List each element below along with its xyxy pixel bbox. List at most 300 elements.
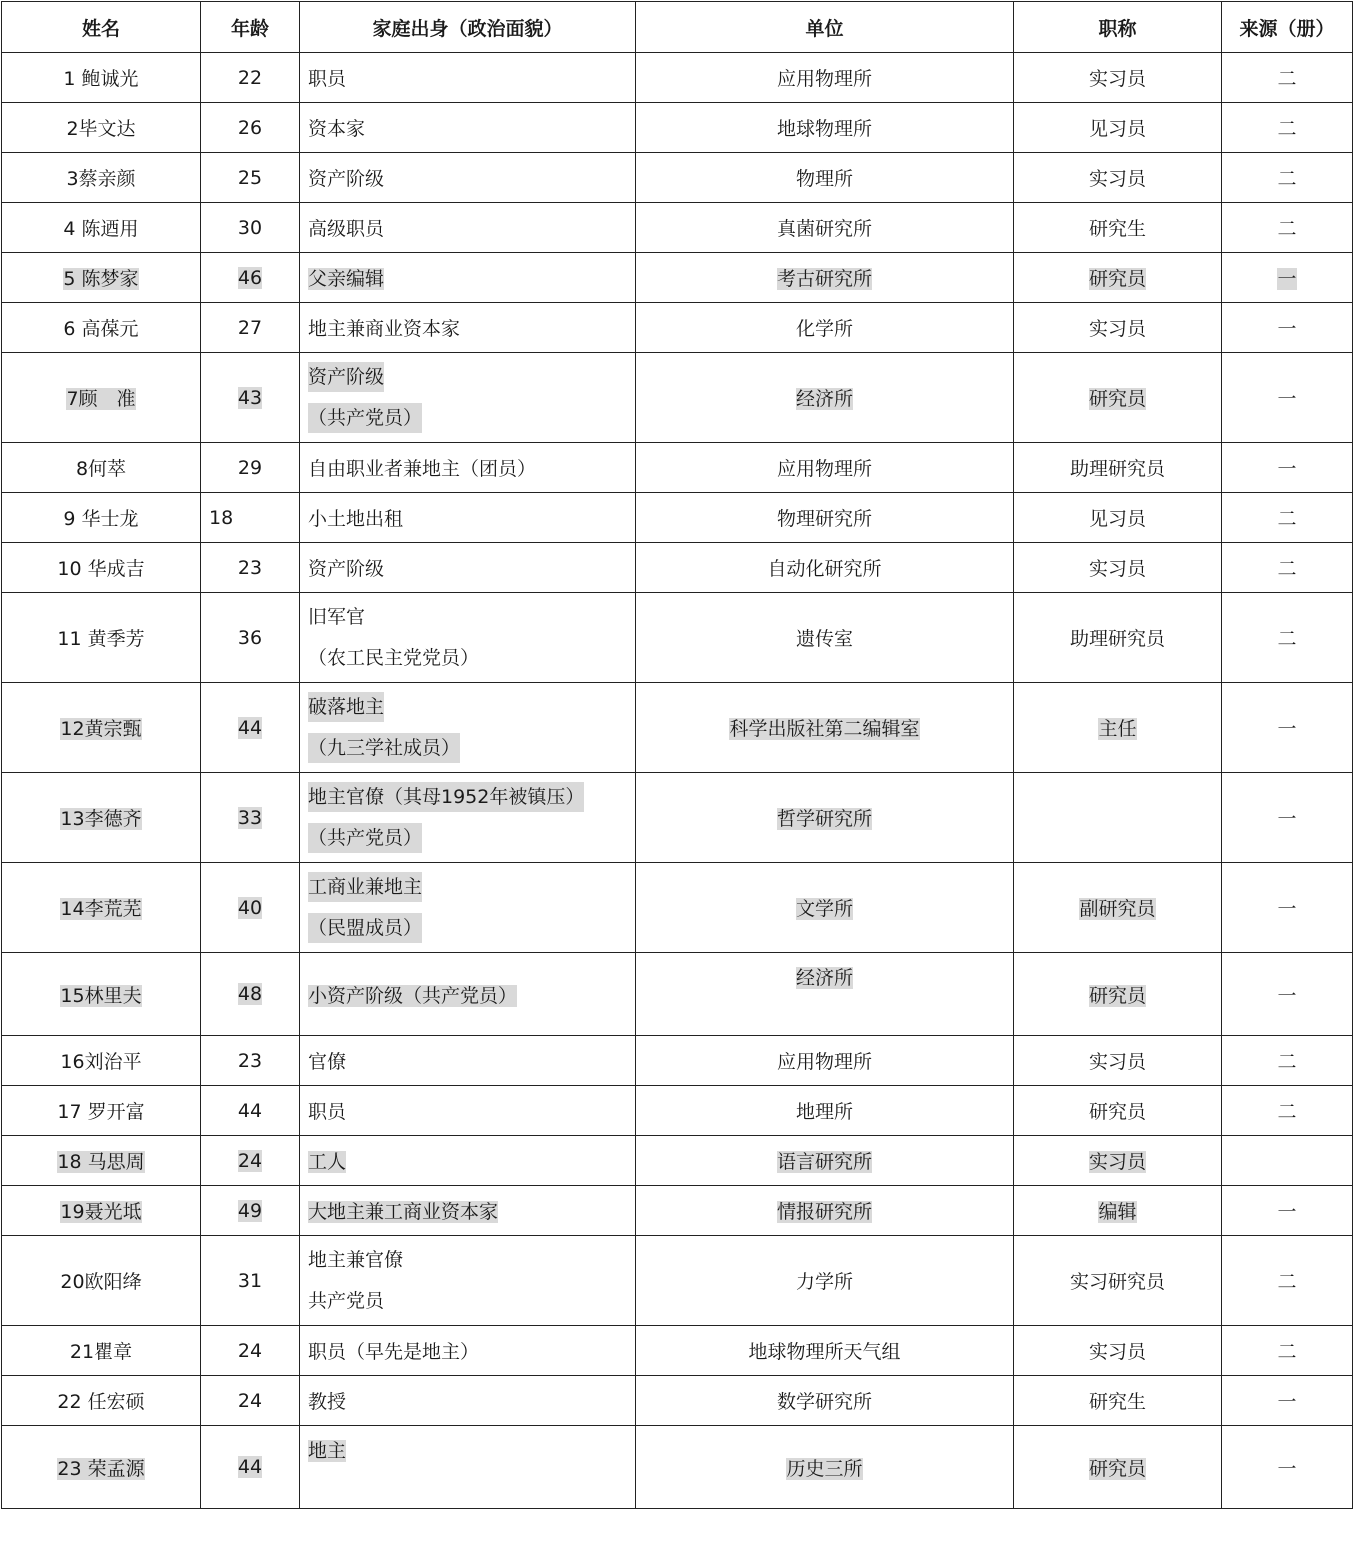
origin-line: 地主 [308, 1440, 347, 1462]
origin-line: （共产党员） [308, 823, 422, 853]
cell-origin [300, 53, 636, 103]
cell-origin [300, 1186, 636, 1236]
cell-age-text: 49 [237, 1199, 263, 1222]
cell-unit [636, 683, 1014, 773]
cell-unit-text: 经济所 [795, 388, 853, 410]
cell-age-text: 30 [237, 216, 263, 239]
cell-unit [636, 443, 1014, 493]
cell-source-text: 一 [1277, 1201, 1297, 1223]
cell-origin [300, 103, 636, 153]
cell-name-text: 10 华成吉 [57, 558, 145, 580]
cell-age [201, 953, 300, 1036]
cell-name [2, 773, 201, 863]
origin-line: 职员（早先是地主） [308, 1341, 480, 1363]
cell-source [1222, 1086, 1353, 1136]
cell-unit [636, 1136, 1014, 1186]
header-origin: 家庭出身（政治面貌） [300, 2, 636, 53]
cell-age [201, 353, 300, 443]
cell-unit-text: 真菌研究所 [776, 218, 872, 240]
cell-name-text: 21瞿章 [69, 1341, 133, 1363]
cell-age-text: 44 [237, 716, 263, 739]
cell-title-text: 主任 [1098, 718, 1137, 740]
cell-origin [300, 1036, 636, 1086]
cell-age-text: 25 [237, 166, 263, 189]
table-row [2, 1236, 1353, 1326]
cell-name-text: 12黄宗甄 [60, 718, 142, 740]
cell-unit [636, 153, 1014, 203]
cell-age [201, 1236, 300, 1326]
cell-age-text: 31 [237, 1269, 263, 1292]
cell-unit [636, 1376, 1014, 1426]
cell-unit [636, 543, 1014, 593]
cell-unit-text: 文学所 [795, 898, 853, 920]
cell-name [2, 683, 201, 773]
cell-unit-text: 物理所 [795, 168, 853, 190]
cell-age-text: 40 [237, 896, 263, 919]
cell-origin [300, 1426, 636, 1509]
cell-unit-text: 数学研究所 [776, 1391, 872, 1413]
cell-age [201, 863, 300, 953]
header-row [2, 2, 1353, 53]
header-name: 姓名 [2, 2, 201, 53]
cell-title [1014, 1086, 1222, 1136]
cell-name [2, 203, 201, 253]
cell-unit [636, 203, 1014, 253]
cell-title [1014, 773, 1222, 863]
cell-title [1014, 303, 1222, 353]
cell-title-text: 副研究员 [1079, 898, 1156, 920]
cell-title [1014, 1236, 1222, 1326]
cell-age [201, 493, 300, 543]
cell-title [1014, 683, 1222, 773]
origin-line: （民盟成员） [308, 913, 422, 943]
origin-line: 资产阶级 [308, 168, 385, 190]
origin-line: 工商业兼地主 [308, 872, 422, 902]
cell-unit [636, 863, 1014, 953]
header-unit: 单位 [636, 2, 1014, 53]
cell-age-text: 26 [237, 116, 263, 139]
cell-source [1222, 303, 1353, 353]
cell-name [2, 1186, 201, 1236]
cell-origin [300, 253, 636, 303]
cell-source [1222, 543, 1353, 593]
cell-name-text: 19聂光坻 [60, 1201, 142, 1223]
table-row [2, 353, 1353, 443]
cell-name [2, 1376, 201, 1426]
cell-unit [636, 493, 1014, 543]
table-row [2, 543, 1353, 593]
origin-line: （农工民主党党员） [308, 646, 480, 669]
origin-line: 旧军官 [308, 605, 366, 628]
registry-table [1, 1, 1353, 1509]
cell-name [2, 1426, 201, 1509]
cell-source [1222, 493, 1353, 543]
origin-line: 官僚 [308, 1051, 347, 1073]
cell-origin [300, 593, 636, 683]
header-age: 年龄 [201, 2, 300, 53]
cell-source-text: 二 [1277, 1341, 1297, 1363]
cell-unit-text: 遗传室 [795, 628, 853, 650]
cell-unit [636, 1326, 1014, 1376]
cell-name-text: 20欧阳绛 [60, 1271, 142, 1293]
table-row [2, 1136, 1353, 1186]
cell-title [1014, 203, 1222, 253]
cell-title [1014, 1136, 1222, 1186]
cell-age-text: 24 [237, 1389, 263, 1412]
table-row [2, 953, 1353, 1036]
cell-unit [636, 303, 1014, 353]
header-title: 职称 [1014, 2, 1222, 53]
origin-line: 地主兼商业资本家 [308, 318, 461, 340]
cell-source-text: 一 [1277, 458, 1297, 480]
cell-unit [636, 1036, 1014, 1086]
header-source: 来源（册） [1222, 2, 1353, 53]
cell-name-text: 18 马思周 [57, 1151, 145, 1173]
cell-title [1014, 353, 1222, 443]
table-row [2, 1036, 1353, 1086]
cell-age-text: 43 [237, 386, 263, 409]
cell-source-text: 一 [1277, 388, 1297, 410]
cell-unit [636, 1186, 1014, 1236]
table-row [2, 1376, 1353, 1426]
cell-age-text: 18 [209, 506, 234, 529]
table-row [2, 863, 1353, 953]
cell-name [2, 1326, 201, 1376]
cell-name [2, 53, 201, 103]
cell-age-text: 24 [237, 1339, 263, 1362]
cell-source [1222, 53, 1353, 103]
cell-age-text: 24 [237, 1149, 263, 1172]
cell-origin [300, 773, 636, 863]
cell-source [1222, 153, 1353, 203]
origin-line: 小土地出租 [308, 508, 404, 530]
cell-source-text: 一 [1277, 984, 1297, 1007]
cell-title-text: 实习员 [1088, 168, 1146, 190]
origin-line: 资产阶级 [308, 558, 385, 580]
cell-unit-text: 应用物理所 [776, 68, 872, 90]
cell-title [1014, 543, 1222, 593]
cell-name-text: 6 高葆元 [63, 318, 139, 340]
cell-age [201, 773, 300, 863]
cell-title-text: 实习员 [1088, 1341, 1146, 1363]
origin-line: （九三学社成员） [308, 733, 460, 763]
origin-line: 大地主兼工商业资本家 [308, 1201, 499, 1223]
cell-origin [300, 353, 636, 443]
cell-source-text: 二 [1277, 1101, 1297, 1123]
cell-age [201, 1376, 300, 1426]
cell-name [2, 353, 201, 443]
cell-name [2, 593, 201, 683]
origin-line: 父亲编辑 [308, 268, 385, 290]
cell-name-text: 5 陈梦家 [63, 268, 139, 290]
cell-origin [300, 303, 636, 353]
cell-title-text: 实习员 [1088, 68, 1146, 90]
cell-unit-text: 地球物理所 [776, 118, 872, 140]
cell-title-text: 助理研究员 [1069, 628, 1165, 650]
cell-title [1014, 53, 1222, 103]
cell-title [1014, 863, 1222, 953]
cell-unit-text: 物理研究所 [776, 508, 872, 530]
cell-unit [636, 103, 1014, 153]
cell-title-text: 研究生 [1088, 218, 1146, 240]
cell-origin [300, 543, 636, 593]
cell-title-text: 实习员 [1088, 558, 1146, 580]
cell-age [201, 683, 300, 773]
cell-title-text: 研究员 [1088, 388, 1146, 410]
cell-title-text: 研究员 [1088, 984, 1146, 1007]
cell-unit [636, 953, 1014, 1036]
cell-age [201, 303, 300, 353]
table-row [2, 593, 1353, 683]
cell-name-text: 13李德齐 [60, 808, 142, 830]
cell-source [1222, 103, 1353, 153]
cell-name [2, 1136, 201, 1186]
cell-title [1014, 253, 1222, 303]
cell-origin [300, 953, 636, 1036]
cell-unit-text: 情报研究所 [776, 1201, 872, 1223]
cell-unit-text: 哲学研究所 [776, 808, 872, 830]
cell-age [201, 103, 300, 153]
cell-source-text: 一 [1277, 268, 1297, 290]
origin-line: （共产党员） [308, 403, 422, 433]
cell-unit [636, 353, 1014, 443]
cell-source [1222, 593, 1353, 683]
cell-unit [636, 53, 1014, 103]
cell-source-text: 二 [1277, 218, 1297, 240]
cell-title [1014, 1326, 1222, 1376]
cell-name-text: 1 鲍诚光 [63, 68, 139, 90]
cell-source [1222, 773, 1353, 863]
cell-unit-text: 自动化研究所 [767, 558, 882, 580]
table-row [2, 493, 1353, 543]
cell-age [201, 1426, 300, 1509]
cell-title-text: 研究员 [1088, 1457, 1146, 1480]
table-row [2, 1326, 1353, 1376]
origin-line: 职员 [308, 68, 347, 90]
origin-line: 地主兼官僚 [308, 1248, 404, 1271]
cell-unit [636, 253, 1014, 303]
cell-source [1222, 1426, 1353, 1509]
cell-name-text: 14李荒芜 [60, 898, 142, 920]
cell-unit-text: 经济所 [795, 967, 853, 989]
cell-age [201, 153, 300, 203]
origin-line: 职员 [308, 1101, 347, 1123]
cell-source [1222, 1036, 1353, 1086]
cell-origin [300, 1136, 636, 1186]
cell-age-text: 44 [237, 1099, 263, 1122]
cell-source-text: 一 [1277, 898, 1297, 920]
table-body [2, 53, 1353, 1509]
cell-title-text: 研究生 [1088, 1391, 1146, 1413]
cell-age-text: 46 [237, 266, 263, 289]
cell-source [1222, 443, 1353, 493]
cell-name [2, 1236, 201, 1326]
cell-source [1222, 863, 1353, 953]
cell-unit [636, 1236, 1014, 1326]
cell-name-text: 22 任宏硕 [57, 1391, 145, 1413]
cell-source-text: 一 [1277, 808, 1297, 830]
cell-title-text: 实习员 [1088, 1051, 1146, 1073]
cell-name-text: 23 荣孟源 [57, 1457, 145, 1480]
cell-age [201, 1136, 300, 1186]
cell-name-text: 11 黄季芳 [57, 628, 145, 650]
cell-age-text: 23 [237, 1049, 263, 1072]
cell-unit-text: 地理所 [795, 1101, 853, 1123]
origin-line: 自由职业者兼地主（团员） [308, 458, 537, 480]
cell-title [1014, 493, 1222, 543]
cell-age [201, 443, 300, 493]
cell-origin [300, 203, 636, 253]
cell-unit [636, 773, 1014, 863]
cell-source [1222, 683, 1353, 773]
cell-source-text: 二 [1277, 118, 1297, 140]
cell-unit-text: 考古研究所 [776, 268, 872, 290]
cell-origin [300, 1376, 636, 1426]
cell-origin [300, 863, 636, 953]
cell-name-text: 8何萃 [75, 458, 127, 480]
cell-name [2, 153, 201, 203]
cell-source-text: 二 [1277, 68, 1297, 90]
cell-age-text: 29 [237, 456, 263, 479]
cell-source-text: 二 [1277, 1051, 1297, 1073]
cell-unit [636, 593, 1014, 683]
cell-age [201, 253, 300, 303]
cell-name [2, 863, 201, 953]
table-row [2, 203, 1353, 253]
cell-age-text: 22 [237, 66, 263, 89]
cell-name-text: 9 华士龙 [63, 508, 139, 530]
cell-unit-text: 力学所 [795, 1271, 853, 1293]
cell-unit-text: 历史三所 [786, 1457, 863, 1480]
cell-title [1014, 1376, 1222, 1426]
cell-age-text: 36 [237, 626, 263, 649]
cell-age-text: 27 [237, 316, 263, 339]
cell-name-text: 3蔡亲颜 [66, 168, 136, 190]
cell-source [1222, 203, 1353, 253]
cell-name [2, 1086, 201, 1136]
cell-source-text: 一 [1277, 1391, 1297, 1413]
cell-source [1222, 1376, 1353, 1426]
cell-title-text: 研究员 [1088, 1101, 1146, 1123]
origin-line: 地主官僚（其母1952年被镇压） [308, 782, 584, 812]
cell-name [2, 303, 201, 353]
cell-name [2, 953, 201, 1036]
cell-title-text: 见习员 [1088, 508, 1146, 530]
cell-source [1222, 253, 1353, 303]
cell-origin [300, 153, 636, 203]
cell-name-text: 16刘治平 [60, 1051, 142, 1073]
cell-age-text: 44 [237, 1456, 263, 1478]
cell-age-text: 33 [237, 806, 263, 829]
cell-unit [636, 1426, 1014, 1509]
origin-line: 资产阶级 [308, 362, 384, 392]
cell-age [201, 1086, 300, 1136]
cell-age-text: 48 [237, 983, 263, 1005]
table-row [2, 103, 1353, 153]
cell-unit-text: 应用物理所 [776, 458, 872, 480]
cell-title-text: 见习员 [1088, 118, 1146, 140]
table-row [2, 303, 1353, 353]
origin-line: 破落地主 [308, 692, 384, 722]
cell-title-text: 实习员 [1088, 1151, 1146, 1173]
cell-source-text: 一 [1277, 1457, 1297, 1480]
table-row [2, 53, 1353, 103]
cell-name-text: 7顾 准 [66, 388, 136, 410]
cell-origin [300, 1086, 636, 1136]
cell-source-text: 二 [1277, 558, 1297, 580]
cell-title-text: 编辑 [1098, 1201, 1137, 1223]
cell-title-text: 实习研究员 [1069, 1271, 1165, 1293]
cell-title [1014, 443, 1222, 493]
cell-unit [636, 1086, 1014, 1136]
cell-unit-text: 地球物理所天气组 [748, 1341, 901, 1363]
cell-name-text: 2毕文达 [66, 118, 136, 140]
table-row [2, 253, 1353, 303]
cell-title-text: 助理研究员 [1069, 458, 1165, 480]
cell-title [1014, 103, 1222, 153]
cell-name [2, 493, 201, 543]
cell-age [201, 53, 300, 103]
cell-title-text: 实习员 [1088, 318, 1146, 340]
cell-source-text: 二 [1277, 1271, 1297, 1293]
cell-origin [300, 1326, 636, 1376]
cell-source-text: 一 [1277, 318, 1297, 340]
cell-source [1222, 1186, 1353, 1236]
cell-name [2, 103, 201, 153]
cell-title [1014, 153, 1222, 203]
cell-source-text: 二 [1277, 508, 1297, 530]
cell-title [1014, 1426, 1222, 1509]
cell-source-text: 二 [1277, 168, 1297, 190]
table-row [2, 773, 1353, 863]
cell-unit-text: 科学出版社第二编辑室 [729, 718, 920, 740]
cell-source-text: 二 [1277, 628, 1297, 650]
cell-source [1222, 1236, 1353, 1326]
cell-unit-text: 化学所 [795, 318, 853, 340]
cell-unit-text: 语言研究所 [776, 1151, 872, 1173]
cell-name-text: 4 陈迺用 [63, 218, 139, 240]
cell-name [2, 253, 201, 303]
cell-origin [300, 1236, 636, 1326]
cell-source [1222, 353, 1353, 443]
cell-source [1222, 1136, 1353, 1186]
cell-title [1014, 953, 1222, 1036]
table-row [2, 1186, 1353, 1236]
cell-origin [300, 683, 636, 773]
cell-title [1014, 1036, 1222, 1086]
cell-source [1222, 953, 1353, 1036]
cell-source-text: 一 [1277, 718, 1297, 740]
origin-line: 小资产阶级（共产党员） [308, 984, 518, 1007]
cell-unit-text: 应用物理所 [776, 1051, 872, 1073]
origin-line: 高级职员 [308, 218, 385, 240]
origin-line: 教授 [308, 1391, 347, 1413]
cell-age [201, 1326, 300, 1376]
table-row [2, 1426, 1353, 1509]
cell-name [2, 443, 201, 493]
cell-name-text: 17 罗开富 [57, 1101, 145, 1123]
table-row [2, 683, 1353, 773]
cell-origin [300, 443, 636, 493]
cell-title [1014, 1186, 1222, 1236]
cell-source [1222, 1326, 1353, 1376]
cell-age [201, 593, 300, 683]
cell-age [201, 1036, 300, 1086]
cell-age [201, 203, 300, 253]
cell-title-text: 研究员 [1088, 268, 1146, 290]
cell-origin [300, 493, 636, 543]
cell-age [201, 1186, 300, 1236]
